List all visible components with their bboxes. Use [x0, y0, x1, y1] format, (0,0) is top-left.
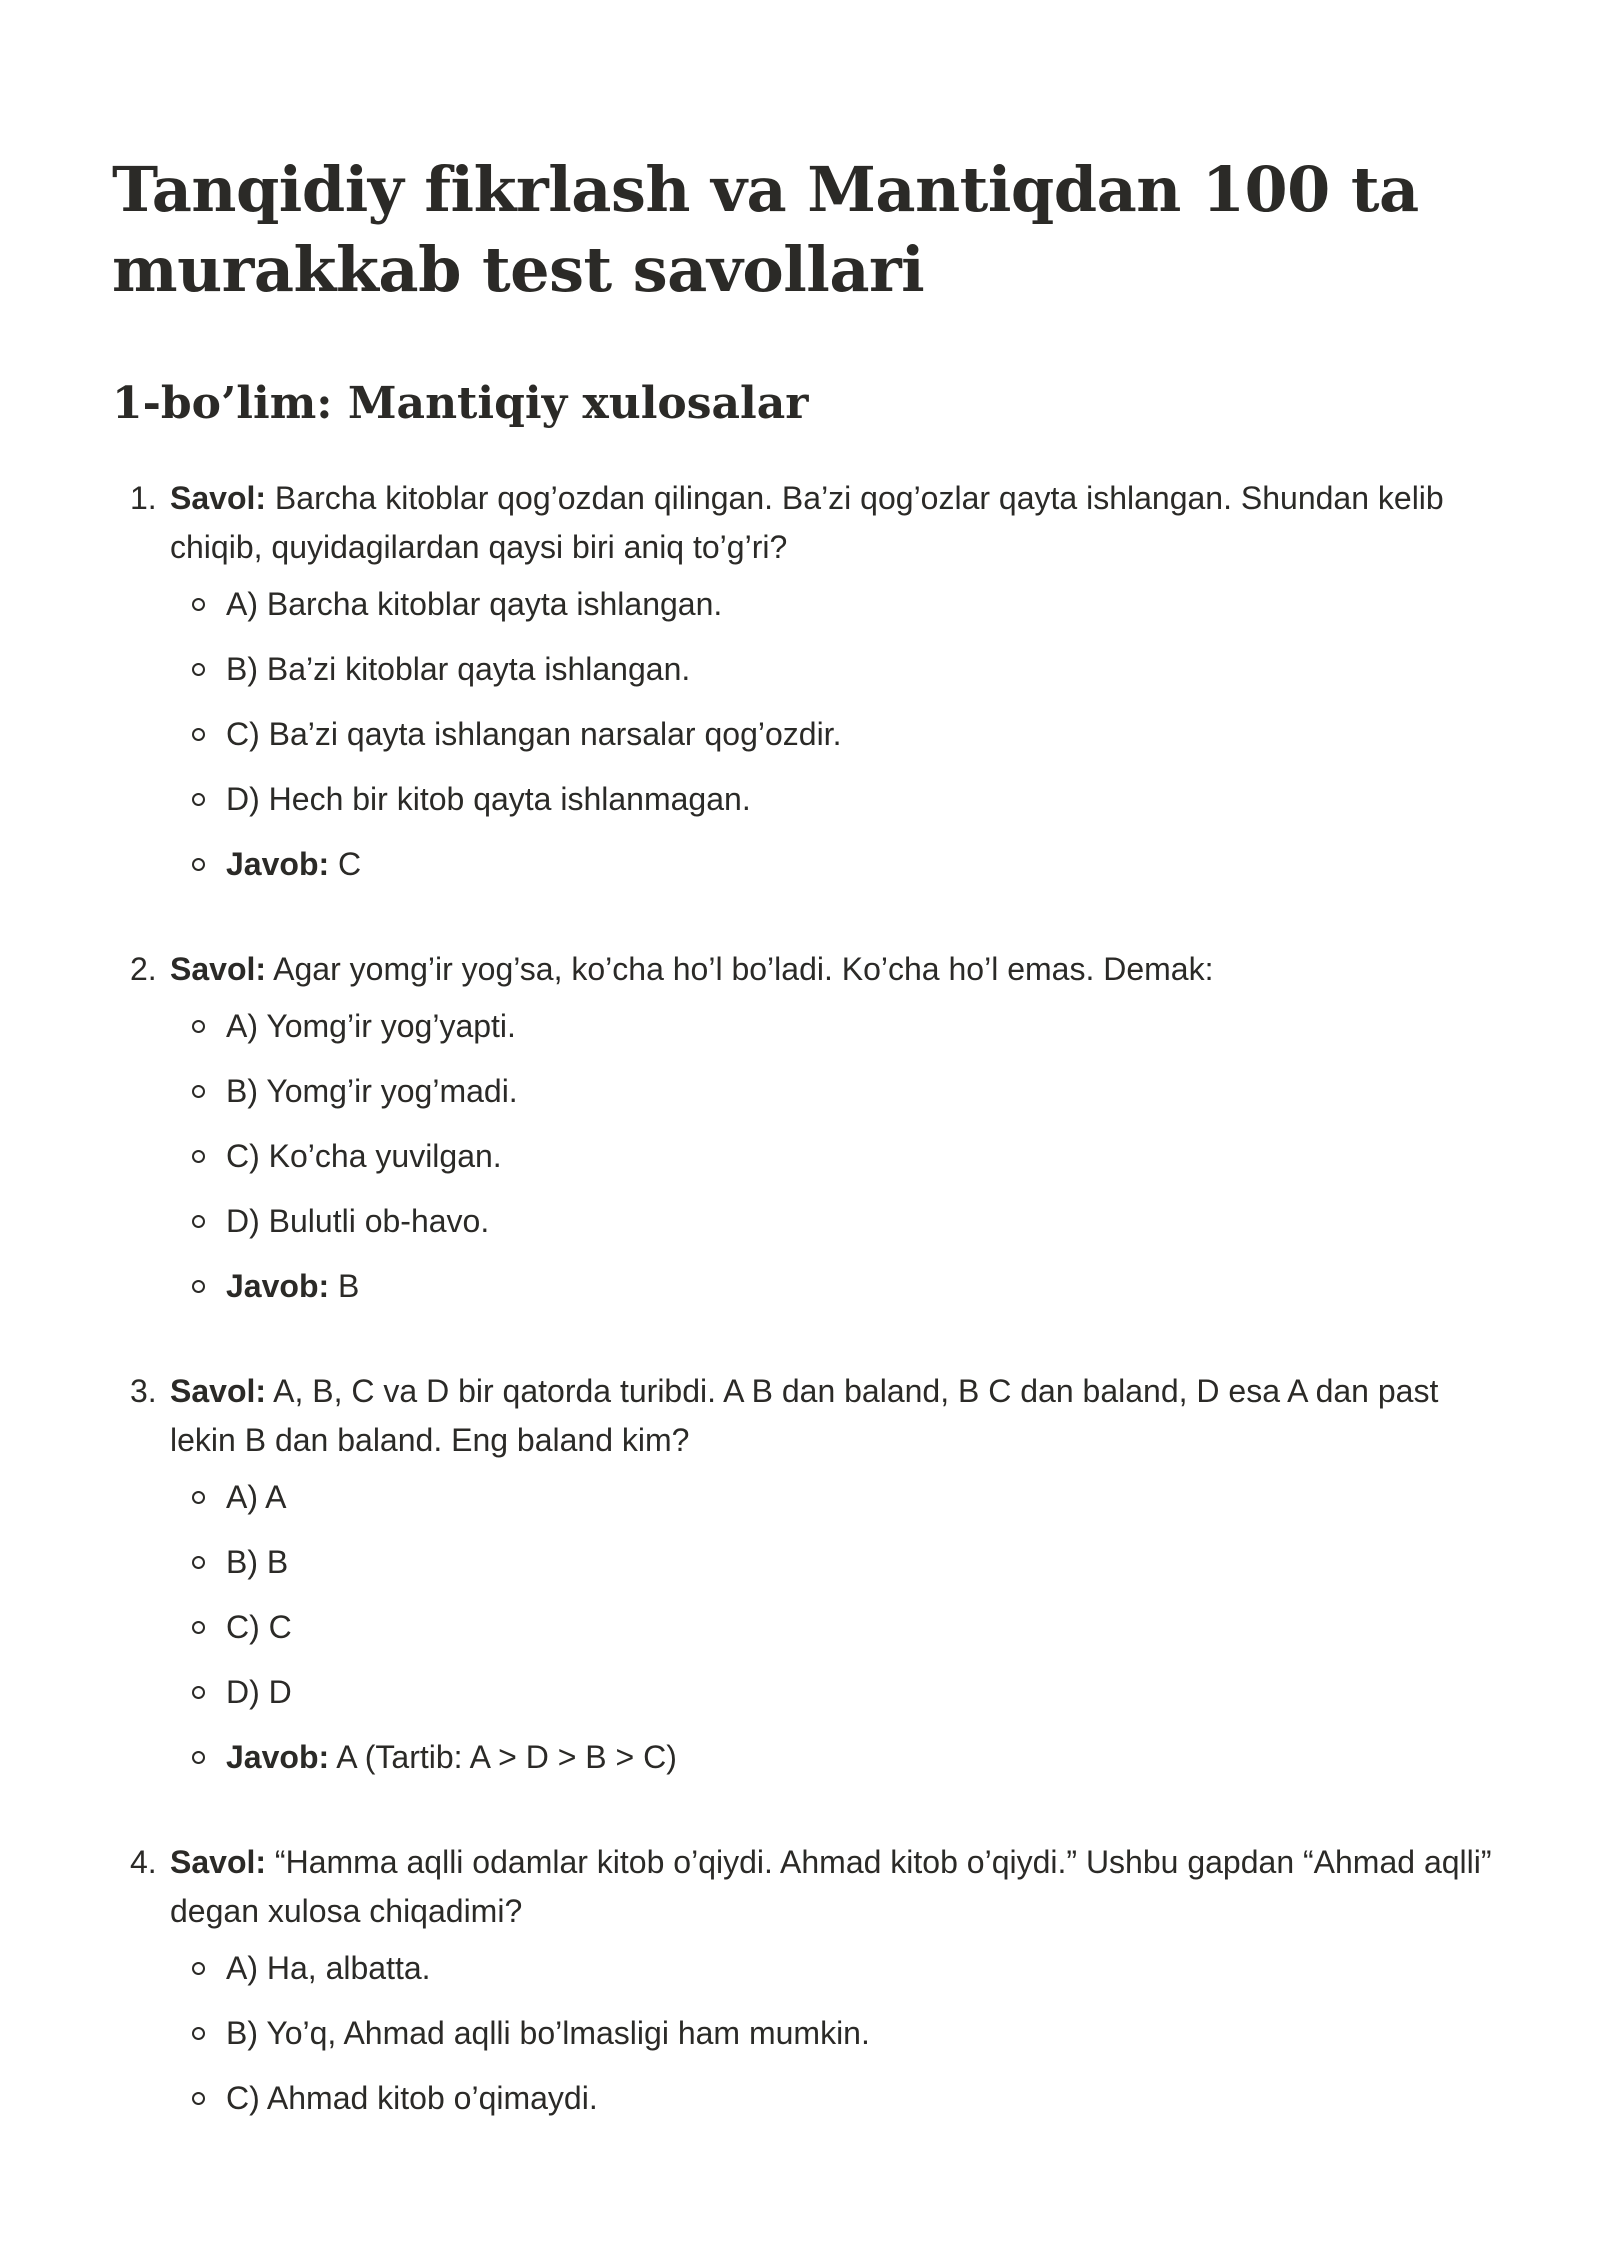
- section-heading: 1-bo’lim: Mantiqiy xulosalar: [112, 378, 809, 429]
- option-item: D) Bulutli ob-havo.: [170, 1197, 1492, 1262]
- option-item: C) C: [170, 1603, 1492, 1668]
- question-number: 2.: [130, 951, 157, 987]
- option-item: C) Ko’cha yuvilgan.: [170, 1132, 1492, 1197]
- circle-bullet-icon: [192, 1686, 205, 1699]
- circle-bullet-icon: [192, 793, 205, 806]
- circle-bullet-icon: [192, 598, 205, 611]
- option-item: B) Yomg’ir yog’madi.: [170, 1067, 1492, 1132]
- circle-bullet-icon: [192, 1150, 205, 1163]
- circle-bullet-icon: [192, 1962, 205, 1975]
- question-item: [112, 474, 1492, 905]
- circle-bullet-icon: [192, 1020, 205, 1033]
- question-item: [112, 1367, 1492, 1798]
- question-text: Savol: A, B, C va D bir qatorda turibdi. A B dan baland, B C dan baland, D esa A dan past lekin B dan baland. Eng baland kim?: [170, 1373, 1439, 1458]
- question-list: [112, 474, 1492, 2139]
- question-label: Savol:: [170, 1373, 267, 1409]
- option-item: D) Hech bir kitob qayta ishlanmagan.: [170, 775, 1492, 840]
- option-item: D) D: [170, 1668, 1492, 1733]
- circle-bullet-icon: [192, 728, 205, 741]
- question-number: 4.: [130, 1844, 157, 1880]
- circle-bullet-icon: [192, 1280, 205, 1293]
- document-title: Tanqidiy fikrlash va Mantiqdan 100 ta murakkab test savollari: [112, 153, 1419, 306]
- circle-bullet-icon: [192, 1085, 205, 1098]
- question-number: 1.: [130, 480, 157, 516]
- document-page: [112, 150, 1492, 2179]
- option-item: A) Yomg’ir yog’yapti.: [170, 1002, 1492, 1067]
- circle-bullet-icon: [192, 2027, 205, 2040]
- answer-item: [170, 1262, 1492, 1327]
- option-item: A) Ha, albatta.: [170, 1944, 1492, 2009]
- option-item: B) Ba’zi kitoblar qayta ishlangan.: [170, 645, 1492, 710]
- question-text: Savol: Agar yomg’ir yog’sa, ko’cha ho’l bo’ladi. Ko’cha ho’l emas. Demak:: [170, 951, 1214, 987]
- answer-item: [170, 1733, 1492, 1798]
- option-item: B) Yo’q, Ahmad aqlli bo’lmasligi ham mumkin.: [170, 2009, 1492, 2074]
- option-item: C) Ahmad kitob o’qimaydi.: [170, 2074, 1492, 2139]
- question-item: [112, 1838, 1492, 2139]
- answer-item: [170, 840, 1492, 905]
- circle-bullet-icon: [192, 858, 205, 871]
- option-list: [170, 1944, 1492, 2139]
- question-number: 3.: [130, 1373, 157, 1409]
- answer-value: C: [338, 846, 362, 882]
- answer-label: Javob:: [226, 1268, 330, 1304]
- question-label: Savol:: [170, 951, 267, 987]
- circle-bullet-icon: [192, 1621, 205, 1634]
- option-list: [170, 1002, 1492, 1327]
- option-item: A) Barcha kitoblar qayta ishlangan.: [170, 580, 1492, 645]
- answer-value: B: [338, 1268, 360, 1304]
- option-item: C) Ba’zi qayta ishlangan narsalar qog’ozdir.: [170, 710, 1492, 775]
- option-item: A) A: [170, 1473, 1492, 1538]
- circle-bullet-icon: [192, 2092, 205, 2105]
- circle-bullet-icon: [192, 1751, 205, 1764]
- option-list: [170, 1473, 1492, 1798]
- answer-label: Javob:: [226, 846, 330, 882]
- circle-bullet-icon: [192, 1491, 205, 1504]
- circle-bullet-icon: [192, 1556, 205, 1569]
- question-label: Savol:: [170, 480, 267, 516]
- option-item: B) B: [170, 1538, 1492, 1603]
- option-list: [170, 580, 1492, 905]
- question-text: Savol: Barcha kitoblar qog’ozdan qilingan. Ba’zi qog’ozlar qayta ishlangan. Shundan kelib chiqib, quyidagilardan qaysi biri aniq to’g’ri?: [170, 480, 1444, 565]
- question-label: Savol:: [170, 1844, 267, 1880]
- question-item: [112, 945, 1492, 1327]
- answer-label: Javob:: [226, 1739, 330, 1775]
- answer-value: A (Tartib: A > D > B > C): [336, 1739, 677, 1775]
- circle-bullet-icon: [192, 1215, 205, 1228]
- question-text: Savol: “Hamma aqlli odamlar kitob o’qiydi. Ahmad kitob o’qiydi.” Ushbu gapdan “Ahmad aqlli” degan xulosa chiqadimi?: [170, 1844, 1492, 1929]
- circle-bullet-icon: [192, 663, 205, 676]
